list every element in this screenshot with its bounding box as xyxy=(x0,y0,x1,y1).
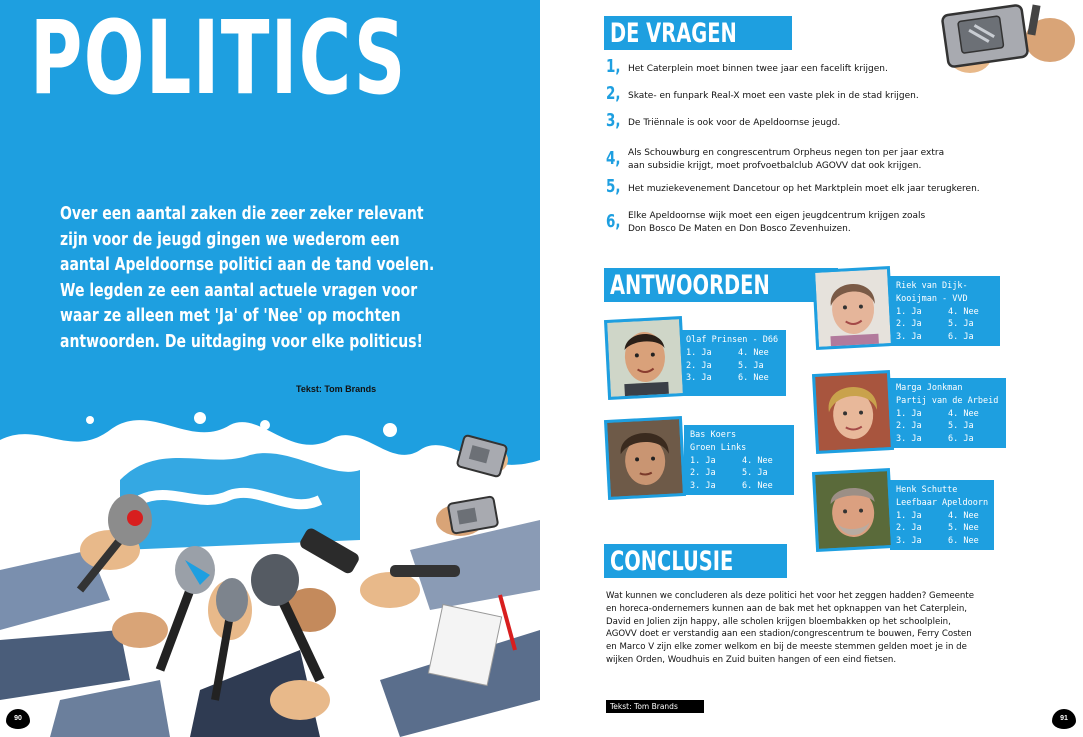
conclusion-line: Wat kunnen we concluderen als deze politici het voor het zeggen hadden? Gemeente xyxy=(606,591,974,601)
intro-line: antwoorden. De uitdaging voor elke politicus! xyxy=(60,331,423,352)
politician-party: Partij van de Arbeid xyxy=(896,395,999,406)
page-title: POLITICS xyxy=(30,0,407,118)
answers-heading xyxy=(604,268,838,302)
vote-list xyxy=(896,510,988,548)
vote: 6. Nee xyxy=(738,373,769,384)
intro-line: aantal Apeldoornse politici aan de tand voelen. xyxy=(60,255,435,275)
intro-line: We legden ze een aantal actuele vragen voor xyxy=(60,280,418,301)
politician-name: Riek van Dijk- xyxy=(896,281,968,291)
vote: 3. Ja xyxy=(690,481,716,492)
vote-list xyxy=(896,306,994,344)
left-page xyxy=(0,0,540,737)
portrait-image xyxy=(607,419,683,497)
vote: 4. Nee xyxy=(742,455,773,466)
conclusion-line: en Marco V zijn elke zomer welkom en bij de meeste stemmen gelden moet je in de xyxy=(606,642,967,653)
vote-list xyxy=(896,408,1000,446)
portrait-image xyxy=(815,373,891,451)
conclusion-line: en horeca-ondernemers kunnen aan de bak met het opknappen van het Caterplein, xyxy=(606,603,968,614)
intro-line: Over een aantal zaken die zeer zeker relevant xyxy=(60,204,424,224)
vote: 4. Nee xyxy=(948,510,979,521)
vote: 1. Ja xyxy=(690,455,716,466)
question-text: Elke Apeldoornse wijk moet een eigen jeugdcentrum krijgen zoals xyxy=(628,211,926,221)
vote: 2. Ja xyxy=(896,421,922,432)
author-credit: Tekst: Tom Brands xyxy=(296,384,377,394)
vote-list xyxy=(686,347,780,385)
politician-name: Henk Schutte xyxy=(896,485,958,495)
question-text: Don Bosco De Maten en Don Bosco Zevenhuizen. xyxy=(628,223,851,234)
vote: 2. Ja xyxy=(896,523,922,534)
question-text: Skate- en funpark Real-X moet een vaste plek in de stad krijgen. xyxy=(628,91,919,101)
portrait-image xyxy=(815,269,891,347)
politician-name: Marga Jonkman xyxy=(896,383,963,393)
politician-card-henk-schutte xyxy=(890,480,994,550)
politician-card-riek-van-dijk xyxy=(890,276,1000,346)
politician-photo-olaf-prinsen xyxy=(604,316,686,400)
politician-card-bas-koers xyxy=(684,425,794,495)
vote: 4. Nee xyxy=(738,347,769,358)
vote: 1. Ja xyxy=(686,347,712,358)
intro-line: waar ze alleen met 'Ja' of 'Nee' op mochten xyxy=(60,306,401,326)
vote: 2. Ja xyxy=(690,468,716,479)
politician-party: Kooijman - VVD xyxy=(896,293,968,304)
answers-heading-label: ANTWOORDEN xyxy=(610,269,770,301)
questions-heading xyxy=(604,16,792,50)
vote: 1. Ja xyxy=(896,306,922,317)
politician-name: Bas Koers xyxy=(690,430,737,440)
question-text: De Triënnale is ook voor de Apeldoornse jeugd. xyxy=(628,118,841,128)
question-number: 6, xyxy=(606,211,621,232)
conclusion-heading xyxy=(604,544,787,578)
question-number: 3, xyxy=(606,110,621,131)
politician-photo-bas-koers xyxy=(604,416,686,500)
politician-name: Olaf Prinsen - D66 xyxy=(686,335,779,345)
question-number: 5, xyxy=(606,176,621,197)
politician-photo-riek-van-dijk xyxy=(812,266,894,350)
vote: 4. Nee xyxy=(948,306,979,317)
vote: 6. Nee xyxy=(948,536,979,547)
intro-text xyxy=(60,202,476,355)
vote: 4. Nee xyxy=(948,408,979,419)
vote: 5. Ja xyxy=(948,421,974,432)
politician-photo-marga-jonkman xyxy=(812,370,894,454)
page-number: 91 xyxy=(1052,709,1076,729)
question-text: Het muziekevenement Dancetour op het Marktplein moet elk jaar terugkeren. xyxy=(628,184,980,194)
conclusion-line: wijken Orden, Woudhuis en Zuid buiten hangen of een eind fietsen. xyxy=(606,654,897,665)
vote: 3. Ja xyxy=(896,332,922,343)
vote: 6. Ja xyxy=(948,332,974,343)
politician-party: Groen Links xyxy=(690,442,747,453)
politician-card-marga-jonkman xyxy=(890,378,1006,448)
politician-photo-henk-schutte xyxy=(812,468,894,552)
vote: 3. Ja xyxy=(896,434,922,445)
vote: 5. Ja xyxy=(738,360,764,371)
vote: 6. Nee xyxy=(742,481,773,492)
question-text: Als Schouwburg en congrescentrum Orpheus negen ton per jaar extra xyxy=(628,148,945,158)
politician-card-olaf-prinsen xyxy=(680,330,786,396)
microphones-illustration xyxy=(0,400,540,737)
intro-line: zijn voor de jeugd gingen we wederom een xyxy=(60,229,400,250)
vote-list xyxy=(690,455,788,493)
camera-illustration xyxy=(930,0,1080,80)
conclusion-heading-label: CONCLUSIE xyxy=(610,545,734,577)
portrait-image xyxy=(607,319,683,397)
politician-party: Leefbaar Apeldoorn xyxy=(896,497,989,508)
vote: 5. Ja xyxy=(742,468,768,479)
vote: 3. Ja xyxy=(896,536,922,547)
vote: 6. Ja xyxy=(948,434,974,445)
question-text: aan subsidie krijgt, moet profvoetbalclub AGOVV dat ook krijgen. xyxy=(628,160,922,171)
vote: 3. Ja xyxy=(686,373,712,384)
questions-heading-label: DE VRAGEN xyxy=(610,17,737,49)
question-number: 2, xyxy=(606,83,621,104)
vote: 2. Ja xyxy=(686,360,712,371)
page-number: 90 xyxy=(6,709,30,729)
question-number: 4, xyxy=(606,148,621,169)
conclusion-line: AGOVV doet er verstandig aan een stadion/congrescentrum te bouwen, Ferry Costen xyxy=(606,629,972,640)
portrait-image xyxy=(815,471,891,549)
vote: 5. Nee xyxy=(948,523,979,534)
vote: 1. Ja xyxy=(896,510,922,521)
conclusion-text xyxy=(606,590,1026,667)
author-credit: Tekst: Tom Brands xyxy=(606,700,704,713)
question-number: 1, xyxy=(606,56,621,77)
vote: 2. Ja xyxy=(896,319,922,330)
vote: 1. Ja xyxy=(896,408,922,419)
vote: 5. Ja xyxy=(948,319,974,330)
conclusion-line: David en Jolien zijn happy, alle scholen krijgen bloembakken op het schoolplein, xyxy=(606,616,951,627)
question-text: Het Caterplein moet binnen twee jaar een facelift krijgen. xyxy=(628,64,888,74)
